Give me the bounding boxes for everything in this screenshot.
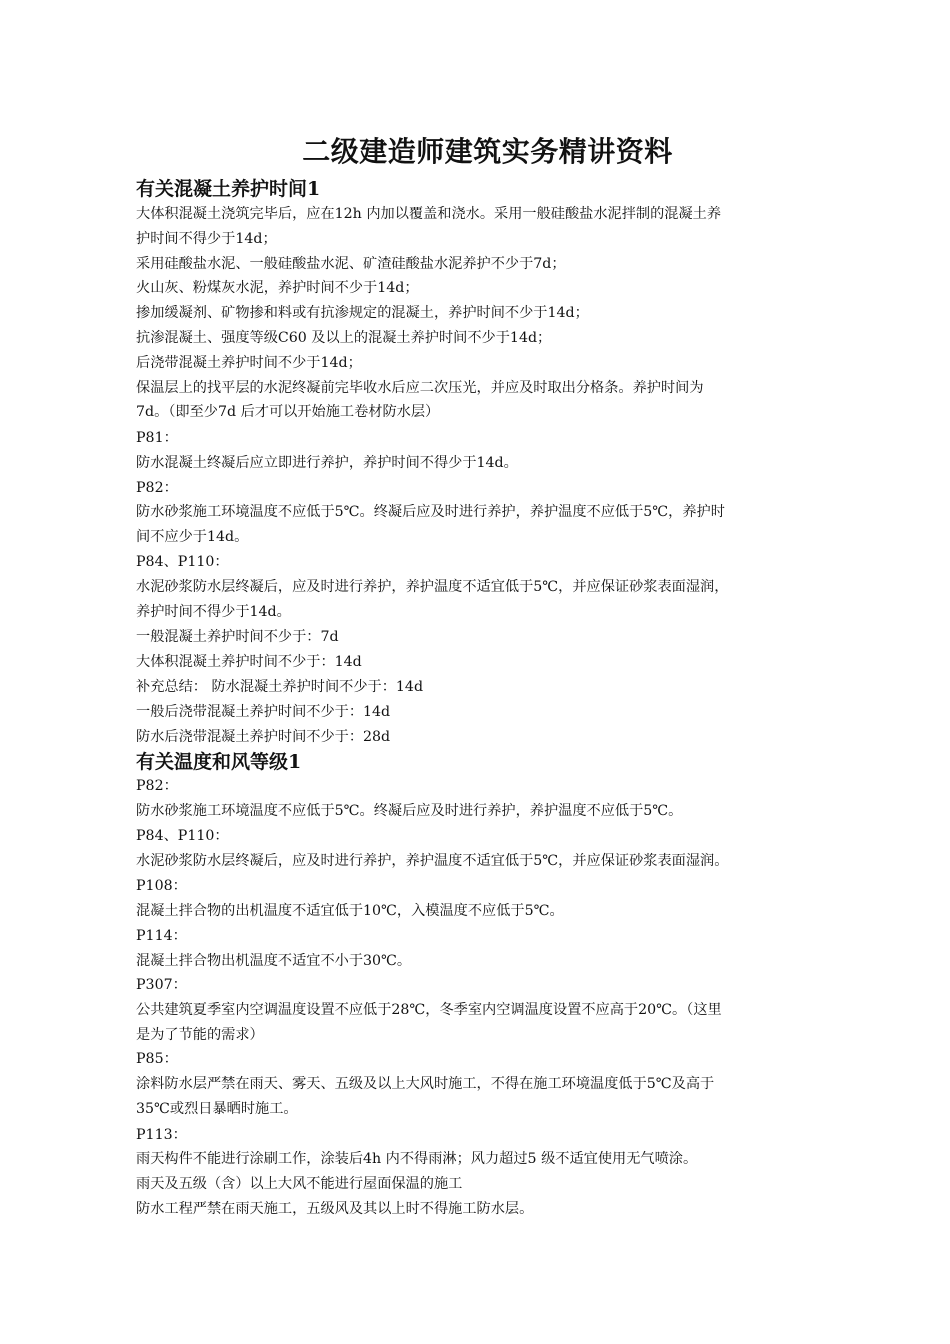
paragraph-line: 保温层上的找平层的水泥终凝前完毕收水后应二次压光，并应及时取出分格条。养护时间为 [136, 380, 704, 396]
paragraph-line: 火山灰、粉煤灰水泥，养护时间不少于14d； [136, 280, 419, 296]
paragraph-line: 雨天构件不能进行涂刷工作，涂装后4h 内不得雨淋；风力超过5 级不适宜使用无气喷涂。 [136, 1151, 698, 1167]
paragraph-line: 一般混凝土养护时间不少于：7d [136, 629, 339, 645]
paragraph-line: 雨天及五级（含）以上大风不能进行屋面保温的施工 [136, 1176, 463, 1192]
paragraph-line: 大体积混凝土浇筑完毕后，应在12h 内加以覆盖和浇水。采用一般硅酸盐水泥拌制的混凝土养 [136, 206, 722, 222]
page-reference: P84、P110： [136, 554, 229, 570]
paragraph-line: 护时间不得少于14d； [136, 231, 277, 247]
paragraph-line: 涂料防水层严禁在雨天、雾天、五级及以上大风时施工，不得在施工环境温度低于5℃及高于 [136, 1076, 715, 1092]
paragraph-line: 后浇带混凝土养护时间不少于14d； [136, 355, 362, 371]
paragraph-line: 防水混凝土终凝后应立即进行养护，养护时间不得少于14d。 [136, 455, 518, 471]
paragraph-line: 35℃或烈日暴晒时施工。 [136, 1101, 298, 1117]
paragraph-line: 掺加缓凝剂、矿物掺和料或有抗渗规定的混凝土，养护时间不少于14d； [136, 305, 589, 321]
paragraph-line: 防水后浇带混凝土养护时间不少于：28d [136, 729, 391, 745]
page-reference: P108： [136, 878, 187, 894]
paragraph-line: 一般后浇带混凝土养护时间不少于：14d [136, 704, 391, 720]
paragraph-line: 防水工程严禁在雨天施工，五级风及其以上时不得施工防水层。 [136, 1201, 534, 1217]
paragraph-line: 混凝土拌合物出机温度不适宜不小于30℃。 [136, 953, 412, 969]
page-reference: P81： [136, 430, 178, 446]
page-reference: P84、P110： [136, 828, 229, 844]
paragraph-line: 是为了节能的需求） [136, 1027, 264, 1043]
page-reference: P82： [136, 480, 178, 496]
section-heading-curing-time: 有关混凝土养护时间1 [136, 178, 321, 200]
section-heading-temperature-wind: 有关温度和风等级1 [136, 751, 302, 773]
paragraph-line: 7d。（即至少7d 后才可以开始施工卷材防水层） [136, 404, 440, 420]
paragraph-line: 公共建筑夏季室内空调温度设置不应低于28℃，冬季室内空调温度设置不应高于20℃。（这里 [136, 1002, 722, 1018]
paragraph-line: 混凝土拌合物的出机温度不适宜低于10℃，入模温度不应低于5℃。 [136, 903, 564, 919]
paragraph-line: 补充总结： 防水混凝土养护时间不少于：14d [136, 679, 424, 695]
paragraph-line: 大体积混凝土养护时间不少于：14d [136, 654, 362, 670]
paragraph-line: 水泥砂浆防水层终凝后，应及时进行养护，养护温度不适宜低于5℃，并应保证砂浆表面湿润。 [136, 853, 729, 869]
paragraph-line: 抗渗混凝土、强度等级C60 及以上的混凝土养护时间不少于14d； [136, 330, 552, 346]
paragraph-line: 养护时间不得少于14d。 [136, 604, 291, 620]
page-reference: P113： [136, 1127, 187, 1143]
page-reference: P82： [136, 778, 178, 794]
paragraph-line: 防水砂浆施工环境温度不应低于5℃。终凝后应及时进行养护，养护温度不应低于5℃，养护时 [136, 504, 725, 520]
paragraph-line: 水泥砂浆防水层终凝后，应及时进行养护，养护温度不适宜低于5℃，并应保证砂浆表面湿润， [136, 579, 729, 595]
page-reference: P85： [136, 1051, 178, 1067]
paragraph-line: 间不应少于14d。 [136, 529, 249, 545]
paragraph-line: 采用硅酸盐水泥、一般硅酸盐水泥、矿渣硅酸盐水泥养护不少于7d； [136, 256, 566, 272]
page-reference: P114： [136, 928, 187, 944]
document-title: 二级建造师建筑实务精讲资料 [302, 135, 673, 168]
page-reference: P307： [136, 977, 187, 993]
paragraph-line: 防水砂浆施工环境温度不应低于5℃。终凝后应及时进行养护，养护温度不应低于5℃。 [136, 803, 683, 819]
